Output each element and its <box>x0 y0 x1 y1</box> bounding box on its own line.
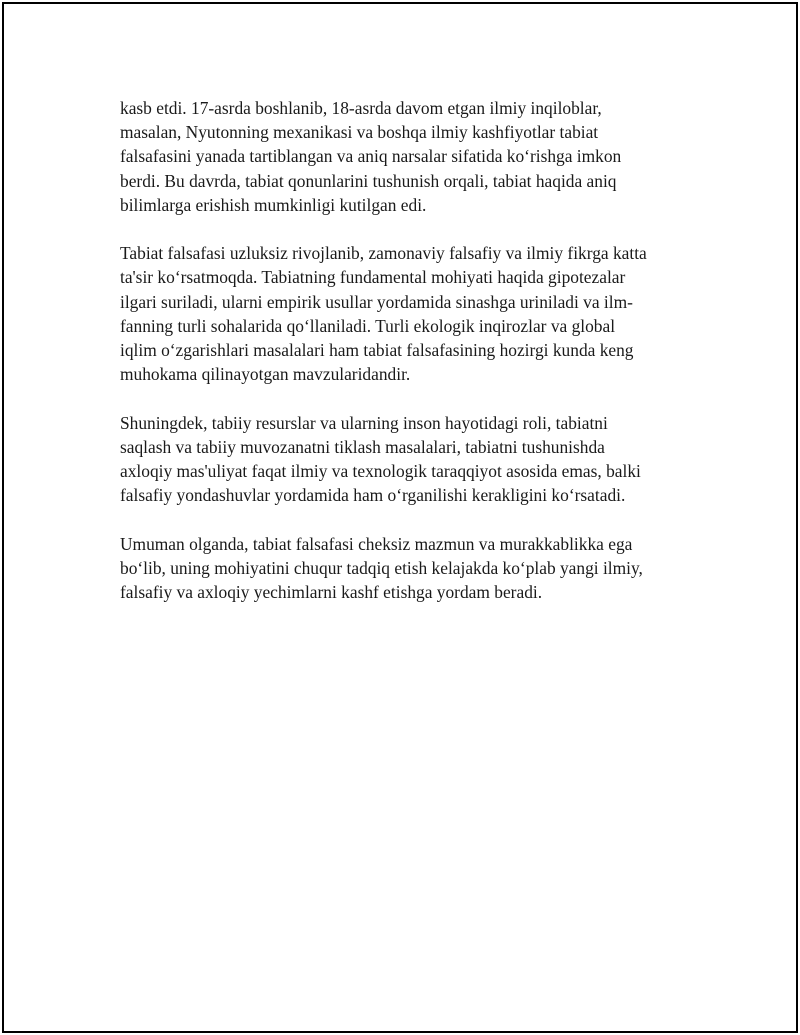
text-line: bilimlarga erishish mumkinligi kutilgan edi. <box>120 194 427 215</box>
text-line: falsafasini yanada tartiblangan va aniq narsalar sifatida ko‘rishga imkon <box>120 146 622 167</box>
paragraph-3 <box>120 411 700 508</box>
text-line: fanning turli sohalarida qo‘llaniladi. Turli ekologik inqirozlar va global <box>120 315 616 336</box>
document-body <box>120 96 700 628</box>
text-line: saqlash va tabiiy muvozanatni tiklash masalalari, tabiatni tushunishda <box>120 436 605 457</box>
text-line: ta'sir ko‘rsatmoqda. Tabiatning fundamental mohiyati haqida gipotezalar <box>120 267 626 288</box>
text-line: Tabiat falsafasi uzluksiz rivojlanib, zamonaviy falsafiy va ilmiy fikrga katta <box>120 243 647 264</box>
text-line: axloqiy mas'uliyat faqat ilmiy va texnologik taraqqiyot asosida emas, balki <box>120 461 641 482</box>
text-line: falsafiy va axloqiy yechimlarni kashf etishga yordam beradi. <box>120 582 543 603</box>
text-line: kasb etdi. 17-asrda boshlanib, 18-asrda davom etgan ilmiy inqiloblar, <box>120 98 602 118</box>
text-line: masalan, Nyutonning mexanikasi va boshqa ilmiy kashfiyotlar tabiat <box>120 122 599 143</box>
text-line: Shuningdek, tabiiy resurslar va ularning inson hayotidagi roli, tabiatni <box>120 412 608 433</box>
page-frame <box>2 2 798 1033</box>
text-line: Umuman olganda, tabiat falsafasi cheksiz mazmun va murakkablikka ega <box>120 533 633 554</box>
text-line: berdi. Bu davrda, tabiat qonunlarini tushunish orqali, tabiat haqida aniq <box>120 170 617 191</box>
text-line: muhokama qilinayotgan mavzularidandir. <box>120 364 411 385</box>
paragraph-1 <box>120 96 700 217</box>
text-line: iqlim o‘zgarishlari masalalari ham tabiat falsafasining hozirgi kunda keng <box>120 340 634 361</box>
text-line: bo‘lib, uning mohiyatini chuqur tadqiq etish kelajakda ko‘plab yangi ilmiy, <box>120 557 643 578</box>
paragraph-4 <box>120 532 700 605</box>
text-line: ilgari suriladi, ularni empirik usullar yordamida sinashga uriniladi va ilm- <box>120 291 633 312</box>
paragraph-2 <box>120 241 700 386</box>
text-line: falsafiy yondashuvlar yordamida ham o‘rganilishi kerakligini ko‘rsatadi. <box>120 485 626 506</box>
